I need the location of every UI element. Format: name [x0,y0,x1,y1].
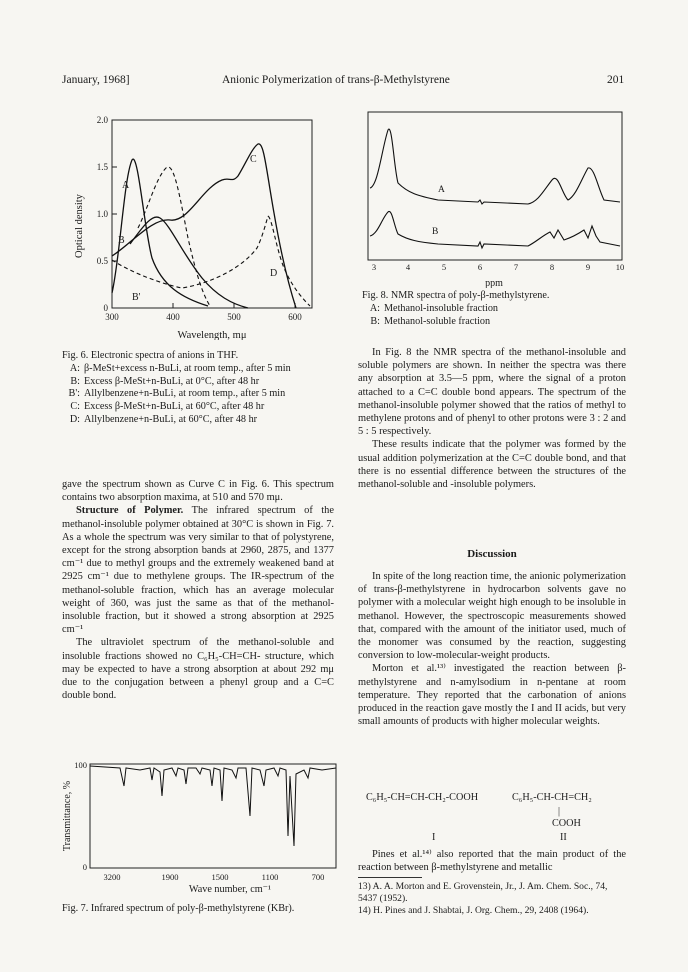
fig7-xtick: 700 [311,872,325,882]
running-head-title: Anionic Polymerization of trans-β-Methylstyrene [222,74,450,86]
fig8-chart [358,108,634,288]
fig6-xtick: 300 [105,312,119,322]
fig8-label-a: A [438,185,445,195]
fig8-xtick: 10 [615,262,625,272]
reference-13: 13) A. A. Morton and E. Grovenstein, Jr., J. Am. Chem. Soc., 74, 5437 (1952). [358,881,608,905]
formula-ii: C₆H₅-CH-CH=CH₂ [512,792,592,803]
fig8-xtick: 8 [549,262,555,272]
formula-i: C₆H₅-CH=CH-CH₂-COOH [366,792,479,803]
fig7-xtick: 1100 [261,872,279,882]
footnote-rule [358,877,422,878]
fig6-label-b: B [118,235,125,246]
fig8-xtick: 7 [513,262,519,272]
fig8-legend-key: B: [370,315,380,327]
left-column-text [62,478,334,702]
fig7-xtick: 3200 [103,872,121,882]
fig7-ylabel: Transmittance, % [62,780,73,852]
fig6-legend-key: A: [69,362,80,374]
paragraph: gave the spectrum shown as Curve C in Fig. 6. This spectrum contains two absorption maxima, at 510 and 570 mμ. [62,479,334,504]
fig7-xlabel: Wave number, cm⁻¹ [188,884,272,895]
formula-label-i: I [432,832,436,843]
fig6-legend-text: β-MeSt+excess n-BuLi, at room temp., after 5 min [84,362,291,374]
section-heading-structure: Structure of Polymer. [76,505,184,517]
paragraph: Morton et al.¹³⁾ investigated the reaction between β-methylstyrene and n-amylsodium in n-pentane at room temperature. They reported that the carbonation of anions produced in the reaction gave mostly the I and II acids, but very small amounts of products with higher molecular weights. [358,663,626,728]
fig6-legend-text: Excess β-MeSt+n-BuLi, at 0°C, after 48 hr [84,375,260,387]
fig6-ytick: 1.5 [96,162,108,172]
references [358,881,628,918]
paragraph: These results indicate that the polymer was formed by the usual addition polymerization at the C=C double bond, and that there is no essential difference between the structures of the methanol-soluble and -insoluble polymers. [358,439,626,491]
fig8-spectrum-a [370,129,620,204]
paragraph: Pines et al.¹⁴⁾ also reported that the main product of the reaction between β-methylstyrene and metallic [358,849,626,874]
fig7-ytick: 0 [82,862,87,872]
fig8-legend-key: A: [369,302,380,314]
paragraph: The ultraviolet spectrum of the methanol-soluble and insoluble fractions showed no C₆H₅-CH=CH- structure, which may be expected to have a strong absorption at about 292 mμ due to the conjugation between a phenyl group and a C=C double bond. [62,637,334,702]
right-column-text [358,346,626,491]
formula-label-ii: II [560,832,567,843]
paragraph: In spite of the long reaction time, the anionic polymerization of trans-β-methylstyrene in hydrocarbon solvents gave no polymer with a molecular weight high enough to be insoluble in methanol. However, the spectroscopic measurements showed that, compared with the amount of the initiator used, much of the monomer was consumed by the reaction, suggesting conversion to low-molecular-weight products. [358,571,626,662]
fig8-xtick: 5 [441,262,447,272]
fig6-caption-block [62,350,330,427]
discussion-text [358,570,626,728]
fig6-legend-text: Excess β-MeSt+n-BuLi, at 60°C, after 48 hr [84,401,265,413]
formula-ii-sub: COOH [552,818,581,829]
fig8-xlabel: ppm [485,278,503,288]
fig7-spectrum [90,766,336,846]
fig6-label-a: A [122,180,130,191]
fig6-legend-key: D: [69,413,80,425]
fig8-legend-text: Methanol-soluble fraction [384,315,491,327]
section-heading-discussion: Discussion [467,548,517,560]
fig6-legend-key: C: [70,401,80,413]
fig6-xtick: 400 [166,312,180,322]
fig6-caption: Fig. 6. Electronic spectra of anions in THF. [62,350,239,361]
fig7-ytick: 100 [74,760,87,770]
discussion-text-continued [358,848,626,874]
page-number: 201 [607,74,625,86]
fig8-legend-text: Methanol-insoluble fraction [384,302,499,314]
reference-14: 14) H. Pines and J. Shabtai, J. Org. Chem., 29, 2408 (1964). [358,905,589,917]
fig6-legend-key: B': [68,388,80,400]
fig6-xtick: 500 [227,312,241,322]
fig8-xtick: 6 [477,262,483,272]
fig6-legend-text: Allylbenzene+n-BuLi, at 60°C, after 48 hr [84,413,258,425]
fig8-xtick: 9 [585,262,591,272]
fig7-xtick: 1900 [161,872,179,882]
fig6-ytick: 2.0 [96,115,108,125]
fig6-ytick: 0.5 [96,256,108,266]
fig6-xlabel: Wavelength, mμ [177,330,247,340]
fig6-label-d: D [270,268,278,279]
fig6-ytick: 0 [103,303,108,313]
fig6-legend-key: B: [70,375,80,387]
fig8-label-b: B [432,227,439,237]
fig6-curve-d [268,216,310,306]
fig7-xtick: 1500 [211,872,229,882]
fig8-caption-block [362,290,630,328]
fig8-spectrum-b [370,211,620,248]
fig6-chart [52,108,332,340]
formula-ii-bond: | [558,806,561,817]
running-head-date: January, 1968] [62,74,130,86]
fig6-xtick: 600 [288,312,302,322]
fig7-caption: Fig. 7. Infrared spectrum of poly-β-methylstyrene (KBr). [62,903,295,914]
fig6-ytick: 1.0 [96,209,108,219]
fig6-label-b-prime: B' [132,292,141,303]
fig6-curve-b-prime [112,216,268,288]
fig6-curve-b [130,217,248,308]
fig6-ylabel: Optical density [74,194,85,258]
fig8-xtick: 3 [371,262,377,272]
fig7-chart [60,756,342,894]
fig6-label-c: C [250,154,257,165]
fig8-xtick: 4 [405,262,411,272]
fig6-legend-text: Allylbenzene+n-BuLi, at room temp., after 5 min [84,388,286,400]
fig8-caption: Fig. 8. NMR spectra of poly-β-methylstyrene. [362,290,550,301]
paragraph: In Fig. 8 the NMR spectra of the methanol-insoluble and soluble polymers are shown. In neither the spectra was there any absorption at 3.5—5 ppm, where the signal of a proton attached to a C=C double bond appears. The spectrum of the methanol-insoluble polymer showed that the ratios of methyl to methylene protons and of phenyl to other protons were 3 : 2 and 5 : 5 respectively. [358,347,626,438]
paragraph: The infrared spectrum of the methanol-insoluble polymer obtained at 30°C is shown in Fig. 7. As a whole the spectrum was very similar to that of polystyrene, except for the strong absorption bands at 2960, 2875, and 1377 cm⁻¹ due to methyl groups and the extremely weakened band at 2925 cm⁻¹ due to methylene groups. The IR-spectrum of the methanol-soluble fraction, which has an average molecular weight of 360, was just the same as that of the methanol-insoluble fraction, but it showed a strong absorption at 2925 cm⁻¹ [62,505,334,636]
